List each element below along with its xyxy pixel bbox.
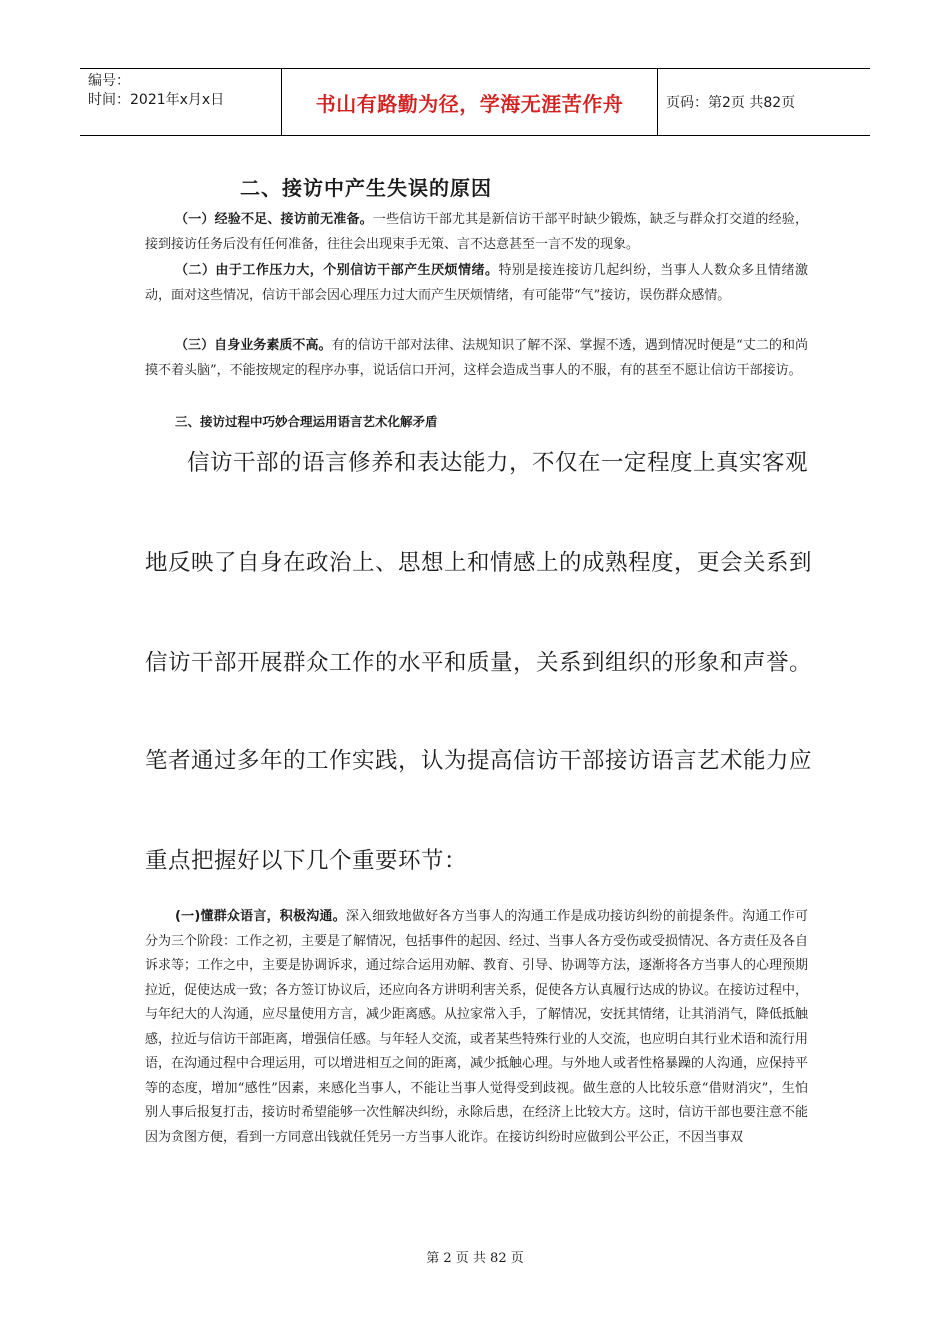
point-one-paragraph — [145, 905, 808, 1150]
reason-body: 特别是接连接访几起纠纷，当事人人数众多且情绪激动，面对这些情况，信访干部会因心理压力过大而产生厌烦情绪，有可能带“气”接访，误伤群众感情。 — [145, 263, 808, 303]
reason-body: 有的信访干部对法律、法规知识了解不深、掌握不透，遇到情况时便是“丈二的和尚摸不着头脑”，不能按规定的程序办事，说话信口开河，这样会造成当事人的不服，有的甚至不愿让信访干部接访。 — [145, 338, 808, 378]
body-large-line: 信访干部开展群众工作的水平和质量，关系到组织的形象和声誉。 — [145, 650, 813, 676]
body-large-line: 信访干部的语言修养和表达能力，不仅在一定程度上真实客观 — [187, 450, 809, 476]
body-large-line: 笔者通过多年的工作实践，认为提高信访干部接访语言艺术能力应 — [145, 748, 813, 774]
subheading: 三、接访过程中巧妙合理运用语言艺术化解矛盾 — [175, 414, 438, 429]
reason-paragraph — [145, 207, 808, 257]
reason-body: 一些信访干部尤其是新信访干部平时缺少锻炼，缺乏与群众打交道的经验，接到接访任务后没有任何准备，往往会出现束手无策、言不达意甚至一言不发的现象。 — [145, 212, 808, 252]
reason-lead: （三）自身业务素质不高。 — [175, 338, 332, 353]
document-date-label: 时间：2021年x月x日 — [88, 92, 225, 108]
reason-paragraph — [145, 333, 808, 383]
reason-paragraph — [145, 258, 808, 308]
body-large-line: 重点把握好以下几个重要环节： — [145, 848, 468, 874]
header-page-info: 页码：第2页 共82页 — [666, 95, 796, 111]
header-meta-cell — [80, 69, 282, 135]
header-motto: 书山有路勤为径，学海无涯苦作舟 — [282, 69, 658, 135]
document-number-label: 编号： — [88, 73, 130, 89]
point-one-body: 深入细致地做好各方当事人的沟通工作是成功接访纠纷的前提条件。沟通工作可分为三个阶段：工作之初，主要是了解情况，包括事件的起因、经过、当事人各方受伤或受损情况、各方责任及各自诉求等；工作之中，主要是协调诉求，通过综合运用劝解、教育、引导、协调等方法，逐渐将各方当事人的心理预期拉近，促使达成一致；各方签订协议后，还应向各方讲明利害关系，促使各方认真履行达成的协议。在接访过程中，与年纪大的人沟通，应尽量使用方言，减少距离感。从拉家常入手，了解情况，安抚其情绪，让其消消气，降低抵触感，拉近与信访干部距离，增强信任感。与年轻人交流，或者某些特殊行业的人交流，也应明白其行业术语和流行用语，在沟通过程中合理运用，可以增进相互之间的距离，减少抵触心理。与外地人或者性格暴躁的人沟通，应保持平等的态度，增加“感性”因素，来感化当事人，不能让当事人觉得受到歧视。做生意的人比较乐意“借财消灾”，生怕别人事后报复打击，接访时希望能够一次性解决纠纷，永除后患，在经济上比较大方。这时，信访干部也要注意不能因为贪图方便，看到一方同意出钱就任凭另一方当事人讹诈。在接访纠纷时应做到公平公正，不因当事双 — [145, 909, 809, 1145]
page-header — [80, 68, 870, 136]
point-one-lead: (一)懂群众语言，积极沟通。 — [175, 909, 346, 924]
body-large-line: 地反映了自身在政治上、思想上和情感上的成熟程度，更会关系到 — [145, 550, 813, 576]
page-footer: 第 2 页 共 82 页 — [426, 1251, 524, 1266]
section-title: 二、接访中产生失误的原因 — [240, 176, 492, 200]
reason-lead: （二）由于工作压力大，个别信访干部产生厌烦情绪。 — [175, 263, 499, 278]
reason-lead: （一）经验不足、接访前无准备。 — [175, 212, 373, 227]
